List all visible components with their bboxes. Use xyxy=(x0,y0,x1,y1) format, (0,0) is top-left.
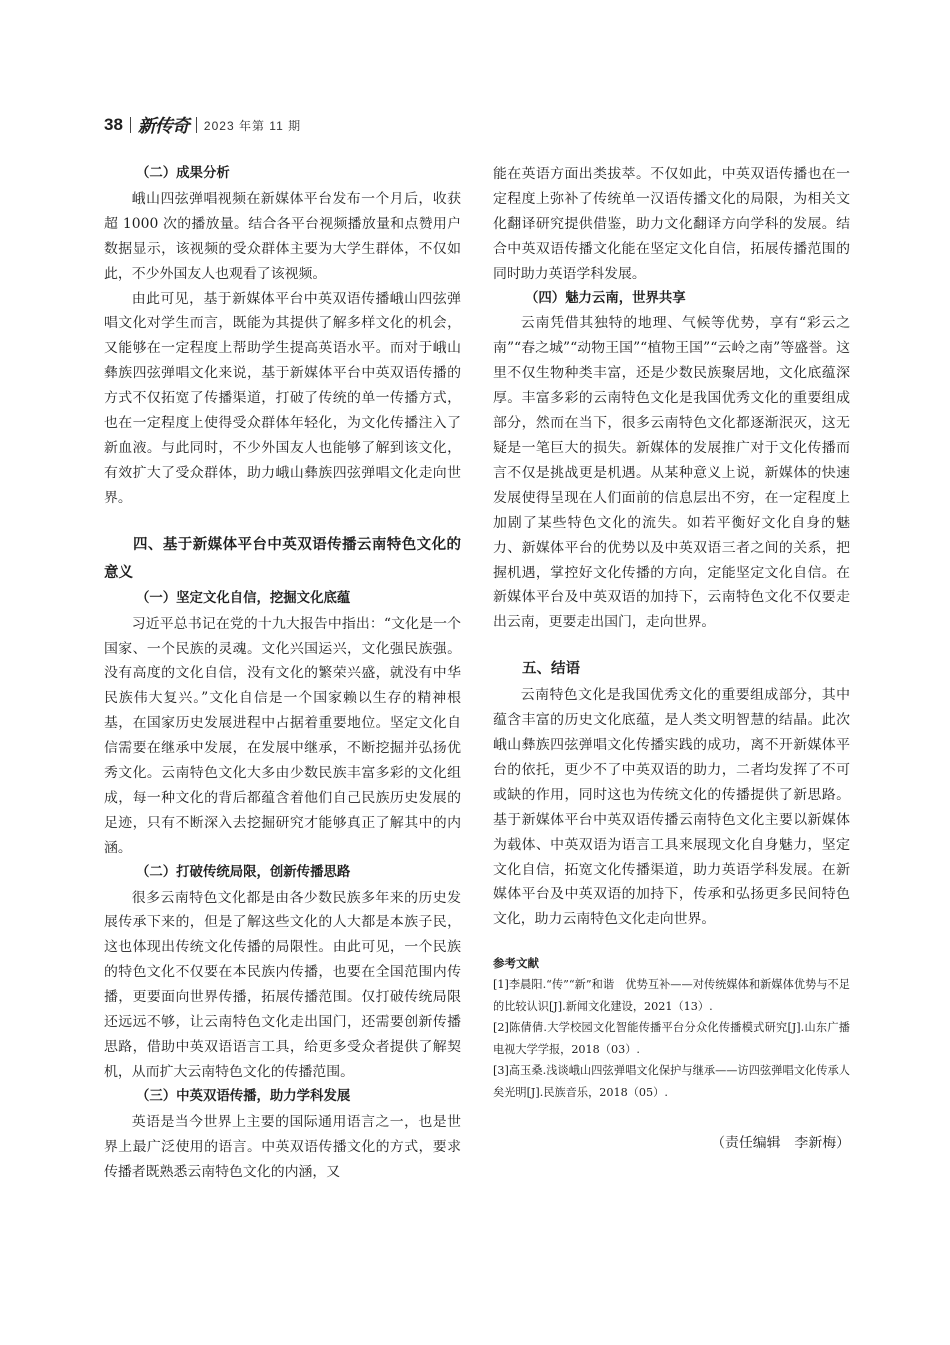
paragraph: 很多云南特色文化都是由各少数民族多年来的历史发展传承下来的，但是了解这些文化的人大都是本族子民，这也体现出传统文化传播的局限性。由此可见，一个民族的特色文化不仅要在本民族内传播，也要在全国范围内传播，更要面向世界传播，拓展传播范围。仅打破传统局限还远远不够，让云南特色文化走出国门，还需要创新传播思路，借助中英双语语言工具，给更多受众者提供了解契机，从而扩大云南特色文化的传播范围。 xyxy=(104,889,461,1080)
paragraph: 峨山四弦弹唱视频在新媒体平台发布一个月后，收获超 1000 次的播放量。结合各平台视频播放量和点赞用户数据显示，该视频的受众群体主要为大学生群体，不仅如此，不少外国友人也观看了该视频。 xyxy=(104,190,461,282)
paragraph: 英语是当今世界上主要的国际通用语言之一，也是世界上最广泛使用的语言。中英双语传播文化的方式，要求传播者既熟悉云南特色文化的内涵，又 xyxy=(104,1113,461,1180)
journal-logo: 新传奇 xyxy=(137,116,189,137)
references xyxy=(493,952,850,1103)
paragraph: 习近平总书记在党的十九大报告中指出：“文化是一个国家、一个民族的灵魂。文化兴国运兴，文化强民族强。没有高度的文化自信，没有文化的繁荣兴盛，就没有中华民族伟大复兴。”文化自信是一个国家赖以生存的精神根基，在国家历史发展进程中占据着重要地位。坚定文化自信需要在继承中发展，在发展中继承，不断挖掘并弘扬优秀文化。云南特色文化大多由少数民族丰富多彩的文化组成，每一种文化的背后都蕴含着他们自己民族历史发展的足迹，只有不断深入去挖掘研究才能够真正了解其中的内涵。 xyxy=(104,615,461,856)
subsection-heading: （三）中英双语传播，助力学科发展 xyxy=(136,1088,351,1104)
right-column xyxy=(493,162,850,1170)
paragraph-continued: 能在英语方面出类拔萃。不仅如此，中英双语传播也在一定程度上弥补了传统单一汉语传播文化的局限，为相关文化翻译研究提供借鉴，助力文化翻译方向学科的发展。结合中英双语传播文化能在坚定文化自信，拓展传播范围的同时助力英语学科发展。 xyxy=(493,166,850,282)
left-column xyxy=(104,162,461,1184)
paragraph: 云南凭借其独特的地理、气候等优势，享有“彩云之南”“春之城”“动物王国”“植物王国”“云岭之南”等盛誉。这里不仅生物种类丰富，还是少数民族聚居地，文化底蕴深厚。丰富多彩的云南特色文化是我国优秀文化的重要组成部分，然而在当下，很多云南特色文化都逐渐泯灭，这无疑是一笔巨大的损失。新媒体的发展推广对于文化传播而言不仅是挑战更是机遇。从某种意义上说，新媒体的快速发展使得呈现在人们面前的信息层出不穷，在一定程度上加剧了某些特色文化的流失。如若平衡好文化自身的魅力、新媒体平台的优势以及中英双语三者之间的关系，把握机遇，掌控好文化传播的方向，定能坚定文化自信。在新媒体平台及中英双语的加持下，云南特色文化不仅要走出云南，更要走出国门，走向世界。 xyxy=(493,315,850,631)
section-heading: 四、基于新媒体平台中英双语传播云南特色文化的意义 xyxy=(104,536,461,581)
reference-item: [2]陈倩倩.大学校园文化智能传播平台分众化传播模式研究[J].山东广播电视大学学报，2018（03）. xyxy=(493,1021,850,1056)
subsection-heading: （四）魅力云南，世界共享 xyxy=(525,290,686,306)
paragraph: 由此可见，基于新媒体平台中英双语传播峨山四弦弹唱文化对学生而言，既能为其提供了解多样文化的机会，又能够在一定程度上帮助学生提高英语水平。而对于峨山彝族四弦弹唱文化来说，基于新媒体平台中英双语传播的方式不仅拓宽了传播渠道，打破了传统的单一传播方式，也在一定程度上使得受众群体年轻化，为文化传播注入了新血液。与此同时，不少外国友人也能够了解到该文化，有效扩大了受众群体，助力峨山彝族四弦弹唱文化走向世界。 xyxy=(104,290,461,506)
header-divider xyxy=(130,117,131,133)
reference-item: [3]高玉桑.浅谈峨山四弦弹唱文化保护与继承——访四弦弹唱文化传承人矣光明[J].民族音乐，2018（05）. xyxy=(493,1064,850,1099)
reference-item: [1]李晨阳.“传”“新”和谐 优势互补——对传统媒体和新媒体优势与不足的比较认识[J].新闻文化建设，2021（13）. xyxy=(493,978,850,1013)
paragraph: 云南特色文化是我国优秀文化的重要组成部分，其中蕴含丰富的历史文化底蕴，是人类文明智慧的结晶。此次峨山彝族四弦弹唱文化传播实践的成功，离不开新媒体平台的依托，更少不了中英双语的助力，二者均发挥了不可或缺的作用，同时这也为传统文化的传播提供了新思路。基于新媒体平台中英双语传播云南特色文化主要以新媒体为载体、中英双语为语言工具来展现文化自身魅力，坚定文化自信，拓宽文化传播渠道，助力英语学科发展。在新媒体平台及中英双语的加持下，传承和弘扬更多民间特色文化，助力云南特色文化走向世界。 xyxy=(493,687,850,928)
running-header xyxy=(104,112,301,138)
editor-credit: （责任编辑 李新梅） xyxy=(711,1135,850,1152)
section-gap xyxy=(493,635,850,655)
page-number: 38 xyxy=(104,115,123,134)
subsection-heading: （二）成果分析 xyxy=(136,166,230,181)
references-title: 参考文献 xyxy=(493,956,539,971)
subsection-heading: （一）坚定文化自信，挖掘文化底蕴 xyxy=(136,590,351,606)
header-divider xyxy=(196,117,197,133)
issue-label: 2023 年第 11 期 xyxy=(203,118,302,133)
section-gap xyxy=(104,511,461,531)
subsection-heading: （二）打破传统局限，创新传播思路 xyxy=(136,864,351,880)
section-heading: 五、结语 xyxy=(522,661,580,678)
